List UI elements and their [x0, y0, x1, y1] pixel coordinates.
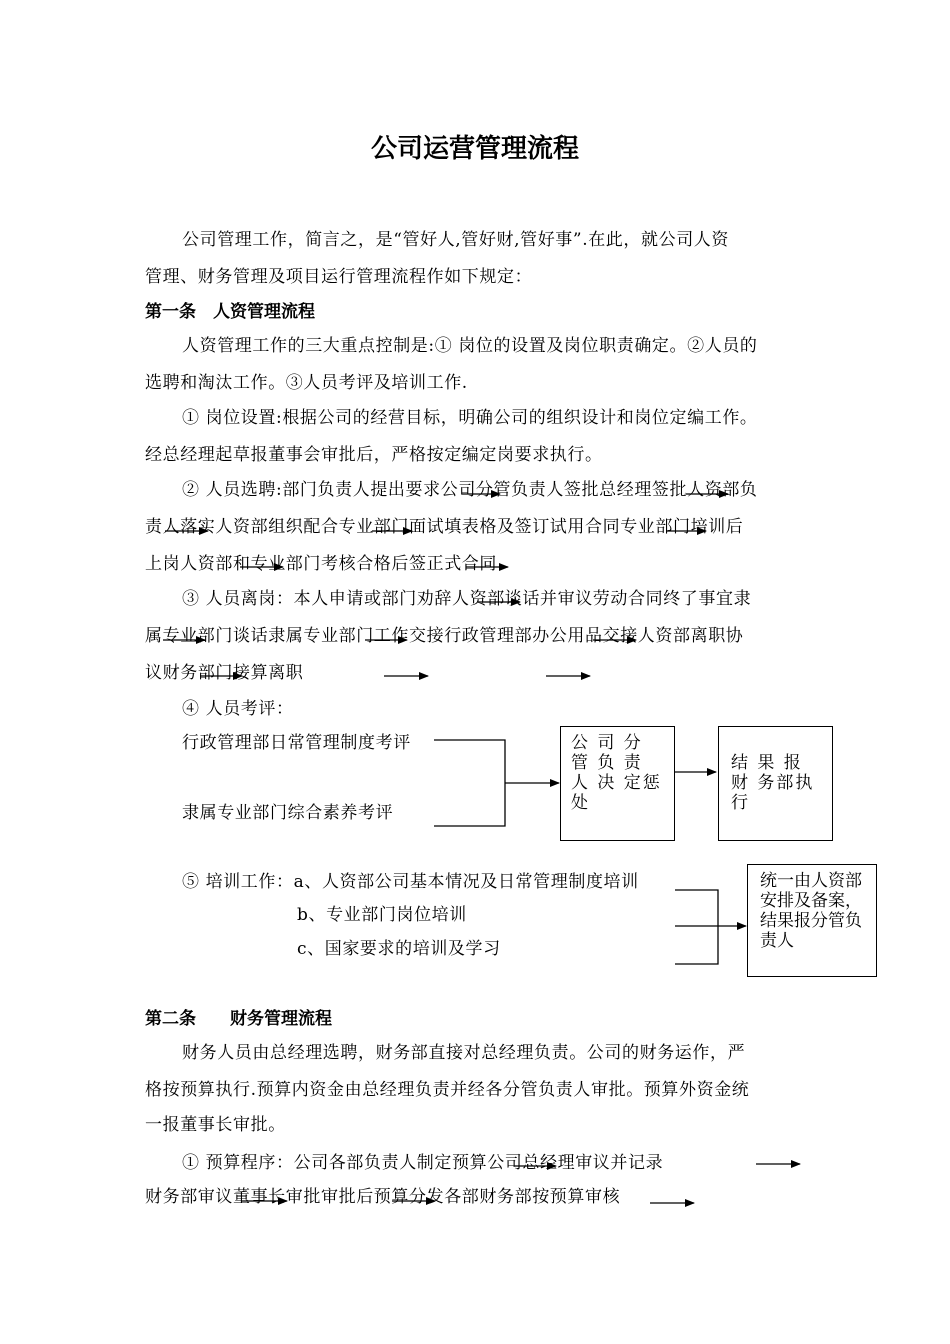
- paragraph-line: 议财务部门接算离职: [145, 663, 304, 683]
- paragraph-line: ② 人员选聘:部门负责人提出要求公司分管负责人签批总经理签批人资部负: [182, 480, 758, 500]
- intro-line: 公司管理工作，简言之，是“管好人,管好财,管好事”.在此，就公司人资: [182, 230, 729, 250]
- section-heading: 第二条 财务管理流程: [145, 1009, 332, 1029]
- paragraph-line: ① 预算程序：公司各部负责人制定预算公司总经理审议并记录: [182, 1153, 664, 1173]
- paragraph-line: 属专业部门谈话隶属专业部门工作交接行政管理部办公用品交接人资部离职协: [145, 626, 744, 646]
- eval-bracket: [434, 740, 505, 826]
- paragraph-line: 格按预算执行.预算内资金由总经理负责并经各分管负责人审批。预算外资金统: [145, 1080, 750, 1100]
- paragraph-line: 财务人员由总经理选聘，财务部直接对总经理负责。公司的财务运作，严: [182, 1043, 746, 1063]
- paragraph-line: 财务部审议董事长审批审批后预算分发各部财务部按预算审核: [145, 1187, 621, 1207]
- intro-line: 管理、财务管理及项目运行管理流程作如下规定：: [145, 267, 533, 287]
- paragraph-line: 人资管理工作的三大重点控制是:① 岗位的设置及岗位职责确定。②人员的: [182, 336, 758, 356]
- paragraph-line: 选聘和淘汰工作。③人员考评及培训工作.: [145, 373, 468, 393]
- paragraph-line: ③ 人员离岗：本人申请或部门劝辞人资部谈话并审议劳动合同终了事宜隶: [182, 589, 752, 609]
- paragraph-line: 责人落实人资部组织配合专业部门面试填表格及签订试用合同专业部门培训后: [145, 517, 744, 537]
- train-item: b、专业部门岗位培训: [297, 905, 467, 925]
- eval-decision-box: 公 司 分 管 负 责 人 决 定惩处: [560, 726, 675, 841]
- eval-item: 行政管理部日常管理制度考评: [182, 733, 411, 753]
- eval-result-box: 结 果 报 财 务部执行: [718, 726, 833, 841]
- paragraph-line: 经总经理起草报董事会审批后，严格按定编定岗要求执行。: [145, 445, 603, 465]
- train-bracket: [675, 890, 718, 964]
- eval-item: 隶属专业部门综合素养考评: [182, 803, 394, 823]
- train-heading: ⑤ 培训工作：a、人资部公司基本情况及日常管理制度培训: [182, 872, 639, 892]
- paragraph-line: 一报董事长审批。: [145, 1115, 286, 1135]
- page-title: 公司运营管理流程: [370, 134, 579, 164]
- train-result-box: 统一由人资部安排及备案，结果报分管负责人: [747, 864, 877, 977]
- paragraph-line: 上岗人资部和专业部门考核合格后签正式合同: [145, 554, 497, 574]
- section-heading: 第一条 人资管理流程: [145, 302, 315, 322]
- eval-heading: ④ 人员考评：: [182, 699, 294, 719]
- train-item: c、国家要求的培训及学习: [297, 939, 501, 959]
- paragraph-line: ① 岗位设置:根据公司的经营目标，明确公司的组织设计和岗位定编工作。: [182, 408, 758, 428]
